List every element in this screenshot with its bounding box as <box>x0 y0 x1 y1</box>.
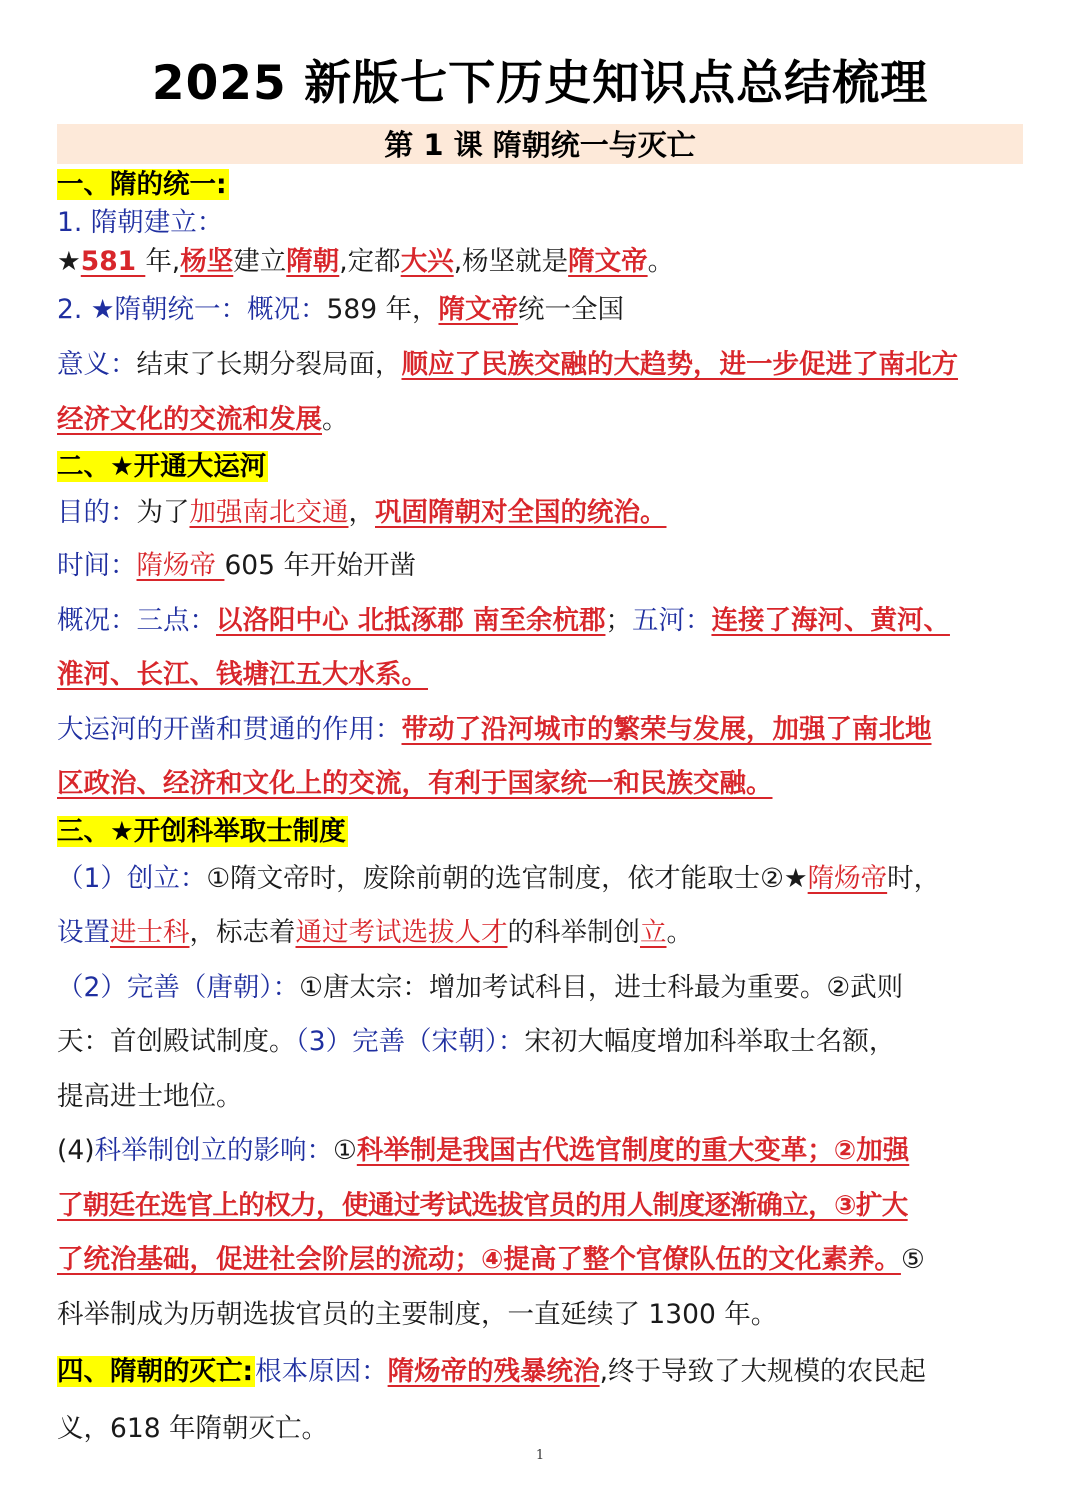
text: 。 <box>647 246 675 277</box>
label: 科举制创立的影响： <box>94 1135 334 1166</box>
highlight-text: 加强南北交通 <box>189 497 349 528</box>
page-title: 2025 新版七下历史知识点总结梳理 <box>151 56 929 111</box>
label: 2. ★隋朝统一：概况： <box>57 294 327 325</box>
paragraph-song-line <box>57 1070 1023 1125</box>
highlight-text: 连接了海河、黄河、 <box>711 604 950 636</box>
text: 科举制成为历朝选拔官员的主要制度，一直延续了 1300 年。 <box>57 1298 778 1330</box>
highlight-text: 带动了沿河城市的繁荣与发展，加强了南北地 <box>401 713 932 745</box>
paragraph-create-line1 <box>57 852 1023 907</box>
section-heading-text: 三、★开创科举取士制度 <box>57 815 346 847</box>
text: 义，618 年隋朝灭亡。 <box>57 1413 329 1444</box>
label: 目的： <box>57 497 137 528</box>
document-body <box>57 166 1023 1457</box>
highlight-text: 以洛阳中心 北抵涿郡 南至余杭郡 <box>216 604 606 636</box>
section-heading-3 <box>57 812 1023 852</box>
text: 时， <box>887 862 941 894</box>
paragraph-meaning-line1 <box>57 338 1023 393</box>
paragraph-impact-line1 <box>57 1124 1023 1179</box>
text: 结束了长期分裂局面， <box>136 349 402 380</box>
label: 意义： <box>57 349 137 380</box>
paragraph-overview-line2 <box>57 648 1023 703</box>
highlight-term: 隋炀帝 <box>807 862 888 894</box>
section-heading-text: 二、★开通大运河 <box>57 451 267 482</box>
highlight-text: 淮河、长江、钱塘江五大水系。 <box>57 659 428 690</box>
label: 根本原因： <box>255 1356 388 1387</box>
section-heading-2 <box>57 447 1023 487</box>
label: 五河： <box>631 604 712 636</box>
text: 。 <box>666 917 693 948</box>
text: 605 年开始开凿 <box>224 550 416 581</box>
text: ,定都 <box>339 246 401 277</box>
paragraph-tang-line2 <box>57 1015 1023 1070</box>
label: （3）完善（宋朝）： <box>295 1026 525 1057</box>
text: 年, <box>145 246 181 277</box>
star-mark: ★ <box>57 246 81 277</box>
paragraph-meaning-line2 <box>57 393 1023 448</box>
highlight-term: 杨坚 <box>180 246 234 277</box>
label: （2）完善（唐朝）： <box>57 971 300 1003</box>
highlight-text: 经济文化的交流和发展 <box>57 403 322 435</box>
text: ,终于导致了大规模的农民起 <box>599 1356 927 1387</box>
paragraph-create-line2 <box>57 906 1023 961</box>
highlight-term: 隋炀帝 <box>136 550 225 581</box>
paragraph-impact-line3 <box>57 1233 1023 1288</box>
text: 设置 <box>57 917 110 948</box>
text: ①隋文帝时，废除前朝的选官制度，依才能取士②★ <box>206 862 808 894</box>
text: ， <box>348 497 375 528</box>
paragraph-unify <box>57 282 1023 338</box>
text: 宋初大幅度增加科举取士名额， <box>524 1026 896 1057</box>
paragraph-fall-line1 <box>57 1342 1023 1402</box>
text: ； <box>605 604 632 636</box>
text: 。 <box>322 403 349 435</box>
highlight-year: 581 <box>80 246 146 277</box>
paragraph-establish <box>57 242 1023 282</box>
text: ⑤ <box>900 1244 925 1275</box>
highlight-text: 通过考试选拔人才 <box>295 917 508 948</box>
highlight-term: 进士科 <box>110 917 190 948</box>
highlight-term: 隋朝 <box>286 246 340 277</box>
text: ①唐太宗：增加考试科目，进士科最为重要。②武则 <box>299 971 904 1003</box>
text: 589 年， <box>326 294 439 325</box>
highlight-term: 立 <box>640 917 667 948</box>
label: 概况：三点： <box>57 604 216 636</box>
text: 的科举制创 <box>507 917 640 948</box>
paragraph-impact-line4 <box>57 1288 1023 1343</box>
text: (4) <box>57 1135 95 1166</box>
highlight-text: 顺应了民族交融的大趋势，进一步促进了南北方 <box>401 349 958 380</box>
sub-heading-establish: 1. 隋朝建立： <box>57 207 224 238</box>
paragraph-time <box>57 539 1023 594</box>
page-number: 1 <box>535 1448 545 1463</box>
paragraph-purpose <box>57 487 1023 539</box>
text: 建立 <box>233 246 287 277</box>
text: ,杨坚就是 <box>453 246 569 277</box>
paragraph-impact-line2 <box>57 1179 1023 1234</box>
highlight-text: 科举制是我国古代选官制度的重大变革；②加强 <box>356 1135 910 1166</box>
text: 提高进士地位。 <box>57 1080 243 1112</box>
highlight-text: 了朝廷在选官上的权力，使通过考试选拔官员的用人制度逐渐确立，③扩大 <box>57 1189 908 1221</box>
highlight-text: 巩固隋朝对全国的统治。 <box>375 497 667 528</box>
paragraph-effect-line1 <box>57 703 1023 758</box>
section-heading-4: 四、隋朝的灭亡: <box>57 1356 254 1387</box>
section-heading-text: 一、隋的统一: <box>57 169 227 200</box>
text: 为了 <box>136 497 190 528</box>
paragraph-tang-line1 <box>57 961 1023 1016</box>
label: 大运河的开凿和贯通的作用： <box>57 713 402 745</box>
text: ，标志着 <box>189 917 296 948</box>
highlight-term: 大兴 <box>400 246 454 277</box>
text: 统一全国 <box>517 294 624 325</box>
label: （1）创立： <box>57 862 207 894</box>
label: 时间： <box>57 550 137 581</box>
highlight-text: 隋炀帝的残暴统治 <box>387 1356 600 1387</box>
section-heading-1 <box>57 166 1023 204</box>
highlight-term: 隋文帝 <box>568 246 648 277</box>
paragraph-effect-line2 <box>57 757 1023 812</box>
highlight-text: 了统治基础，促进社会阶层的流动；④提高了整个官僚队伍的文化素养。 <box>57 1244 901 1275</box>
highlight-term: 隋文帝 <box>438 294 518 325</box>
lesson-title: 第 1 课 隋朝统一与灭亡 <box>57 124 1023 164</box>
paragraph-overview-line1 <box>57 594 1023 649</box>
highlight-text: 区政治、经济和文化上的交流，有利于国家统一和民族交融。 <box>57 768 773 799</box>
text: ① <box>333 1135 357 1166</box>
text: 天：首创殿试制度。 <box>57 1026 296 1057</box>
